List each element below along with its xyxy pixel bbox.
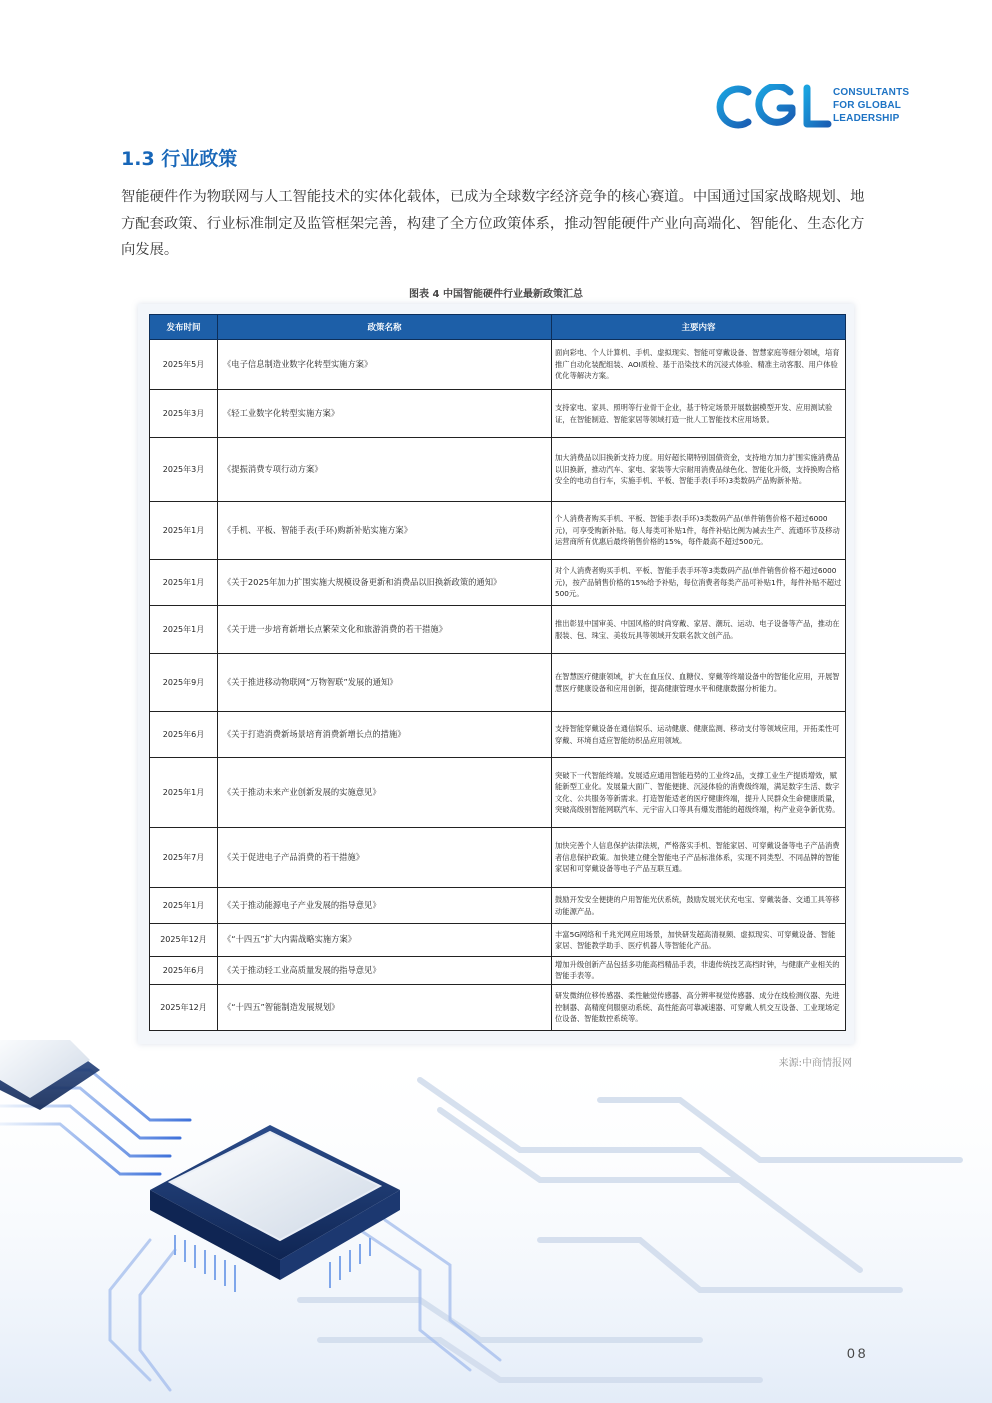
cell-content: 丰富5G网络和千兆光网应用场景，加快研发超高清视频、虚拟现实、可穿戴设备、智能家居、智能教学助手、医疗机器人等智能化产品。	[552, 924, 846, 957]
cell-policy-name: 《关于进一步培育新增长点繁荣文化和旅游消费的若干措施》	[218, 606, 552, 654]
cell-policy-name: 《关于推动未来产业创新发展的实施意见》	[218, 758, 552, 828]
cell-date: 2025年1月	[150, 606, 218, 654]
cell-date: 2025年1月	[150, 502, 218, 560]
cell-policy-name: 《电子信息制造业数字化转型实施方案》	[218, 340, 552, 390]
cell-date: 2025年12月	[150, 984, 218, 1030]
cell-date: 2025年1月	[150, 888, 218, 924]
header-content: 主要内容	[552, 315, 846, 340]
cell-date: 2025年6月	[150, 712, 218, 758]
cell-date: 2025年3月	[150, 438, 218, 502]
cell-content: 对个人消费者购买手机、平板、智能手表手环等3类数码产品(单件销售价格不超过6000元)，按产品销售价格的15%给予补贴，每位消费者每类产品可补贴1件，每件补贴不超过500元。	[552, 560, 846, 606]
header-date: 发布时间	[150, 315, 218, 340]
table-row	[150, 438, 846, 502]
cell-content: 鼓励开发安全便捷的户用智能光伏系统，鼓励发展光伏充电宝、穿戴装备、交通工具等移动能源产品。	[552, 888, 846, 924]
table-row	[150, 560, 846, 606]
cell-content: 研发微纳位移传感器、柔性触觉传感器、高分辨率视觉传感器、成分在线检测仪器、先进控制器、高精度伺服驱动系统、高性能高可靠减速器、可穿戴人机交互设备、工业现场定位设备、智能数控系统等。	[552, 984, 846, 1030]
cell-date: 2025年5月	[150, 340, 218, 390]
table-row	[150, 712, 846, 758]
table-row	[150, 606, 846, 654]
table-row	[150, 888, 846, 924]
section-title: 1.3 行业政策	[121, 148, 238, 170]
cell-content: 突破下一代智能终端。发展适应通用智能趋势的工业终2品，支撑工业生产提质增效，赋能新型工业化。发展量大面广、智能便捷、沉浸体验的消费级终端，满足数字生活、数字文化、公共服务等新需求。打造智能适老的医疗健康终端，提升人民群众生命健康质量，突破高级别智能网联汽车、元宇宙入口等具有爆发潜能的超级终端，构产业竞争新优势。	[552, 758, 846, 828]
cell-date: 2025年1月	[150, 758, 218, 828]
page-number: 08	[847, 1345, 869, 1361]
cell-content: 支持家电、家具、照明等行业骨干企业，基于特定场景开展数据模型开发、应用测试验证，在智能制造、智能家居等领域打造一批人工智能技术应用场景。	[552, 390, 846, 438]
table-row	[150, 654, 846, 712]
policy-table-panel	[138, 304, 854, 1044]
table-caption: 图表 4 中国智能硬件行业最新政策汇总	[409, 289, 583, 300]
cell-date: 2025年1月	[150, 560, 218, 606]
cell-content: 加快完善个人信息保护法律法规，严格落实手机、智能家居、可穿戴设备等电子产品消费者信息保护政策。加快建立健全智能电子产品标准体系，实现不同类型、不同品牌的智能家居和可穿戴设备等电子产品互联互通。	[552, 828, 846, 888]
cell-date: 2025年3月	[150, 390, 218, 438]
cell-policy-name: 《关于推动能源电子产业发展的指导意见》	[218, 888, 552, 924]
logo-tagline	[833, 86, 909, 125]
cell-content: 面向彩电、个人计算机、手机、虚拟现实、智能可穿戴设备、智慧家庭等细分领域，培育推广自动化装配组装、AOI质检、基于沿染技术的沉浸式体验、精准主动客服、用户体验优化等解决方案。	[552, 340, 846, 390]
cell-content: 加大消费品以旧换新支持力度。用好超长期特别国债资金，支持地方加力扩围实施消费品以旧换新，推动汽车、家电、家装等大宗耐用消费品绿色化、智能化升级，支持换购合格安全的电动自行车，实施手机、平板、智能手表(手环)3类数码产品购新补贴。	[552, 438, 846, 502]
table-row	[150, 502, 846, 560]
header-policy-name: 政策名称	[218, 315, 552, 340]
table-row	[150, 758, 846, 828]
cell-policy-name: 《轻工业数字化转型实施方案》	[218, 390, 552, 438]
cell-content: 推出彰显中国审美、中国风格的时尚穿戴、家居、潮玩、运动、电子设备等产品，推动在服装、包、珠宝、美妆玩具等领域开发联名款文创产品。	[552, 606, 846, 654]
logo-tagline-line: FOR GLOBAL	[833, 100, 902, 111]
cell-policy-name: 《关于打造消费新场景培育消费新增长点的措施》	[218, 712, 552, 758]
intro-paragraph: 智能硬件作为物联网与人工智能技术的实体化载体，已成为全球数字经济竞争的核心赛道。中国通过国家战略规划、地方配套政策、行业标准制定及监管框架完善，构建了全方位政策体系，推动智能硬件产业向高端化、智能化、生态化方向发展。	[121, 189, 865, 258]
table-row	[150, 957, 846, 985]
policy-table	[149, 314, 846, 1031]
cell-date: 2025年6月	[150, 957, 218, 985]
cell-policy-name: 《关于2025年加力扩围实施大规模设备更新和消费品以旧换新政策的通知》	[218, 560, 552, 606]
logo-tagline-line: CONSULTANTS	[833, 87, 910, 98]
cell-content: 在智慧医疗健康领域，扩大在血压仪、血糖仪、穿戴等终端设备中的智能化应用，开展智慧医疗健康设备和应用创新，提高健康管理水平和健康数据分析能力。	[552, 654, 846, 712]
cell-policy-name: 《关于推进移动物联网“万物智联”发展的通知》	[218, 654, 552, 712]
cell-content: 个人消费者购买手机、平板、智能手表(手环)3类数码产品(单件销售价格不超过6000元)，可享受购新补贴。每人每类可补贴1件，每件补贴比例为减去生产、流通环节及移动运营商所有优惠后最终销售价格的15%，每件最高不超过500元。	[552, 502, 846, 560]
cell-policy-name: 《关于推动轻工业高质量发展的指导意见》	[218, 957, 552, 985]
cell-date: 2025年9月	[150, 654, 218, 712]
cell-policy-name: 《手机、平板、智能手表(手环)购新补贴实施方案》	[218, 502, 552, 560]
cell-policy-name: 《关于促进电子产品消费的若干措施》	[218, 828, 552, 888]
table-header-row	[150, 315, 846, 340]
cell-policy-name: 《“十四五”智能制造发展规划》	[218, 984, 552, 1030]
cell-content: 支持智能穿戴设备在通信娱乐、运动健康、健康监测、移动支付等领域应用，开拓柔性可穿戴、环境自适应智能纺织品应用领域。	[552, 712, 846, 758]
table-row	[150, 828, 846, 888]
cell-policy-name: 《提振消费专项行动方案》	[218, 438, 552, 502]
circuit-chip-illustration	[0, 1040, 992, 1403]
table-row	[150, 924, 846, 957]
logo-tagline-line: LEADERSHIP	[833, 113, 900, 124]
cell-date: 2025年7月	[150, 828, 218, 888]
cell-date: 2025年12月	[150, 924, 218, 957]
cell-policy-name: 《“十四五”扩大内需战略实施方案》	[218, 924, 552, 957]
table-row	[150, 390, 846, 438]
cell-content: 增加升级创新产品包括多功能高档精品手表，非遗传统技艺高档时钟，与健康产业相关的智能手表等。	[552, 957, 846, 985]
table-row	[150, 984, 846, 1030]
table-row	[150, 340, 846, 390]
